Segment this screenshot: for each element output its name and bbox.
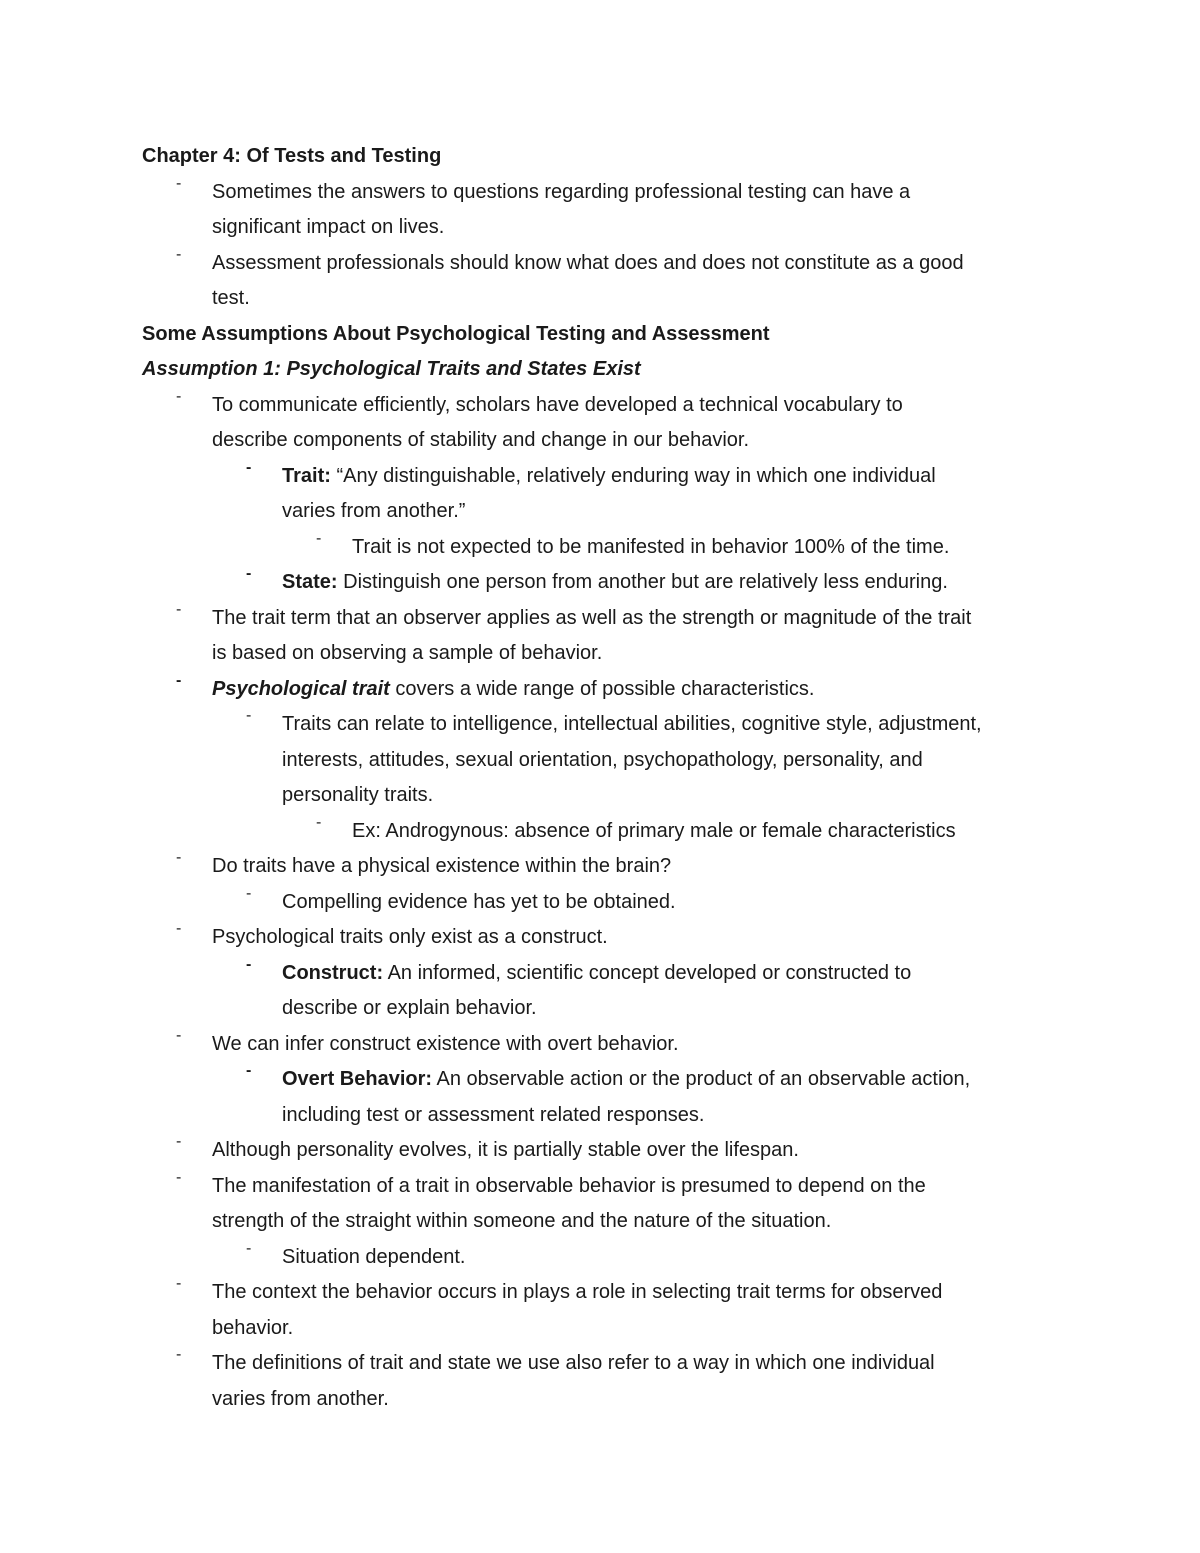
chapter-title: Chapter 4: Of Tests and Testing [142,145,442,167]
bullet-dash: - [176,174,182,192]
list-item: - The trait term that an observer applies as well as the strength or magnitude of the trait is based on observing a sample of behavior. [176,600,972,664]
list-item: - Trait is not expected to be manifested in behavior 100% of the time. [316,529,950,558]
bullet-dash: - [176,600,182,618]
list-item: - Compelling evidence has yet to be obtained. [246,884,676,913]
list-item: - Sometimes the answers to questions regarding professional testing can have a significant impact on lives. [176,174,911,238]
definition-item-state: - State: Distinguish one person from another but are relatively less enduring. [246,565,948,593]
bullet-dash: - [176,245,182,263]
bullet-dash: - [176,849,182,866]
bullet-dash: - [176,1026,182,1044]
list-item: - We can infer construct existence with overt behavior. [176,1026,679,1055]
term-overt-behavior: Overt Behavior: [282,1068,433,1090]
list-item: - The manifestation of a trait in observable behavior is presumed to depend on the strength of the straight within someone and the nature of the situation. [176,1168,926,1232]
definition-item-psychological-trait: - Psychological trait covers a wide range of possible characteristics. [176,671,815,700]
list-item: - Traits can relate to intelligence, intellectual abilities, cognitive style, adjustment, interests, attitudes, sexual orientation, psychopathology, personality, and personality traits. [246,707,982,806]
definition-item-overt-behavior: - Overt Behavior: An observable action or the product of an observable action, including test or assessment related responses. [246,1062,971,1126]
list-item: - The context the behavior occurs in plays a role in selecting trait terms for observed behavior. [176,1275,943,1339]
bullet-dash: - [176,1168,182,1186]
bullet-dash: - [316,529,322,547]
term-trait: Trait: [282,464,331,487]
bullet-dash: - [246,955,252,973]
list-item: - Do traits have a physical existence within the brain? [176,849,672,877]
list-item: - To communicate efficiently, scholars have developed a technical vocabulary to describe components of stability and change in our behavior. [176,387,903,451]
bullet-dash: - [246,565,252,582]
bullet-dash: - [246,458,252,476]
list-item: - Although personality evolves, it is partially stable over the lifespan. [176,1133,799,1161]
bullet-dash: - [246,1062,252,1079]
bullet-dash: - [176,1275,182,1292]
section-heading: Some Assumptions About Psychological Testing and Assessment [142,322,770,345]
bullet-dash: - [246,884,252,902]
definition-item-trait: - Trait: “Any distinguishable, relatively enduring way in which one individual varies from another.” [246,458,936,522]
bullet-dash: - [176,387,182,405]
list-item: - Ex: Androgynous: absence of primary male or female characteristics [316,813,956,842]
bullet-dash: - [246,707,252,724]
term-state: State: [282,571,338,593]
bullet-dash: - [176,671,182,689]
document-body [142,139,1072,1417]
list-item: - Psychological traits only exist as a construct. [176,920,608,948]
bullet-dash: - [176,1133,182,1150]
list-item: - Situation dependent. [246,1239,466,1268]
term-construct: Construct: [282,961,384,984]
bullet-dash: - [176,1346,182,1363]
term-psychological-trait: Psychological trait [212,677,390,700]
definition-item-construct: - Construct: An informed, scientific concept developed or constructed to describe or explain behavior. [246,955,912,1019]
assumption-heading: Assumption 1: Psychological Traits and States Exist [142,358,641,380]
bullet-dash: - [176,920,182,937]
list-item: - The definitions of trait and state we use also refer to a way in which one individual varies from another. [176,1346,935,1410]
list-item: - Assessment professionals should know what does and does not constitute as a good test. [176,245,964,309]
bullet-dash: - [246,1239,252,1257]
bullet-dash: - [316,813,322,831]
